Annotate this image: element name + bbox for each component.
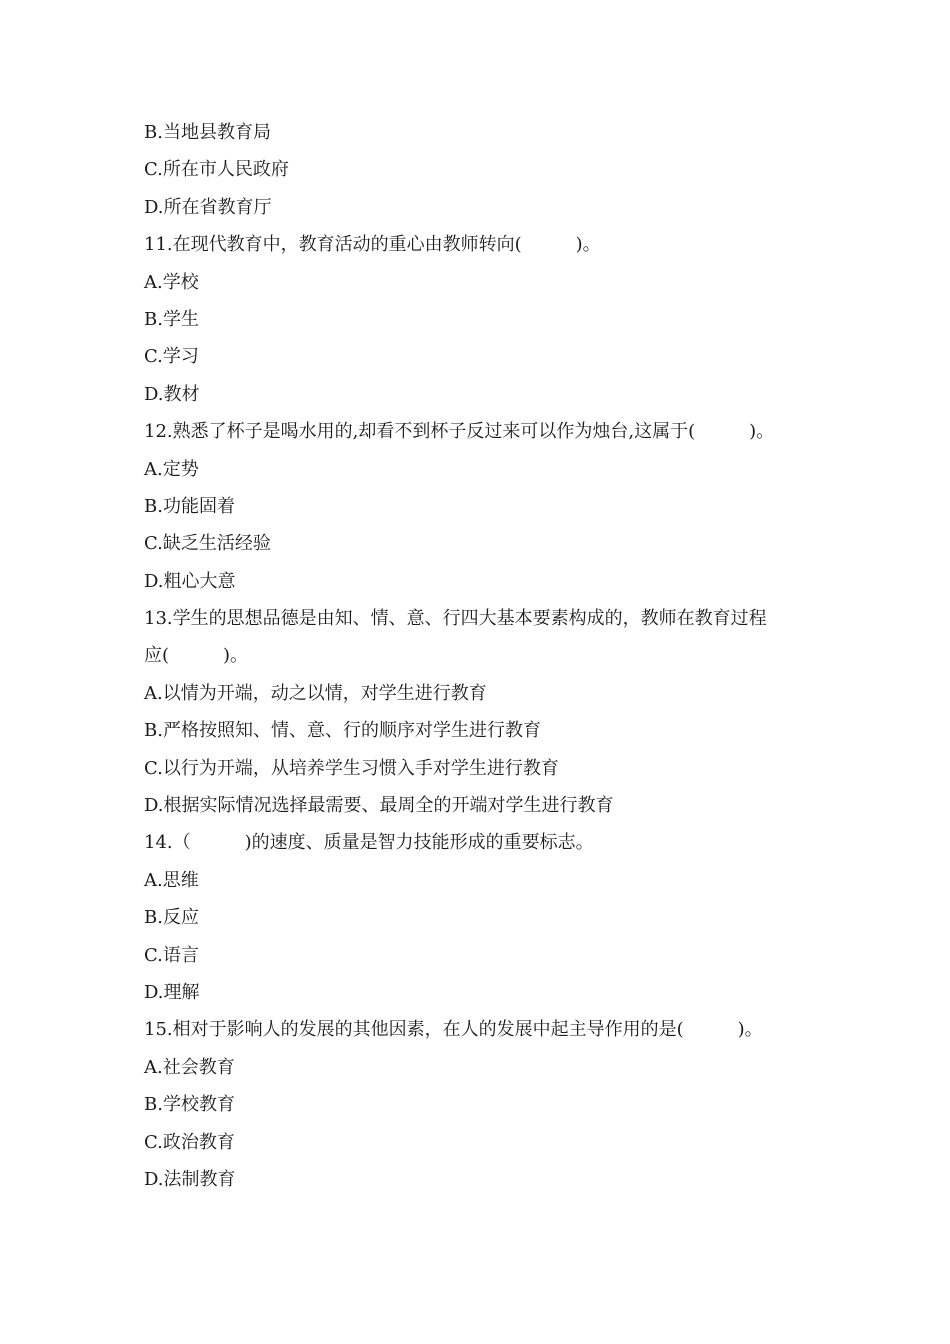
q14-option-a: A.思维 [144, 869, 199, 891]
q15-option-d: D.法制教育 [144, 1168, 236, 1190]
q12-option-d: D.粗心大意 [144, 570, 236, 592]
q10-option-b: B.当地县教育局 [144, 122, 271, 143]
q13-option-d: D.根据实际情况选择最需要、最周全的开端对学生进行教育 [144, 795, 614, 817]
q15-option-b: B.学校教育 [144, 1094, 235, 1116]
q14-option-c: C.语言 [144, 944, 199, 966]
q11-option-c: C.学习 [144, 346, 199, 368]
q15-stem: 15.相对于影响人的发展的其他因素，在人的发展中起主导作用的是( )。 [144, 1019, 763, 1041]
q10-option-d: D.所在省教育厅 [144, 196, 272, 218]
q12-option-c: C.缺乏生活经验 [144, 533, 271, 555]
q13-option-a: A.以情为开端，动之以情，对学生进行教育 [144, 682, 487, 704]
q13-stem-line1: 13.学生的思想品德是由知、情、意、行四大基本要素构成的，教师在教育过程 [144, 608, 767, 630]
q12-stem: 12.熟悉了杯子是喝水用的,却看不到杯子反过来可以作为烛台,这属于( )。 [144, 421, 775, 443]
q13-stem-line2: 应( )。 [144, 645, 249, 667]
q15-option-c: C.政治教育 [144, 1131, 235, 1153]
q11-option-a: A.学校 [144, 271, 199, 293]
q11-option-b: B.学生 [144, 308, 199, 330]
question-text-block [144, 114, 824, 1198]
q13-option-b: B.严格按照知、情、意、行的顺序对学生进行教育 [144, 720, 541, 742]
q11-option-d: D.教材 [144, 383, 200, 405]
q14-option-d: D.理解 [144, 981, 200, 1003]
q10-option-c: C.所在市人民政府 [144, 159, 289, 181]
q14-stem: 14.（ )的速度、质量是智力技能形成的重要标志。 [144, 832, 594, 854]
q12-option-a: A.定势 [144, 458, 199, 480]
q11-stem: 11.在现代教育中，教育活动的重心由教师转向( )。 [144, 234, 601, 256]
q15-option-a: A.社会教育 [144, 1056, 235, 1078]
q12-option-b: B.功能固着 [144, 495, 235, 517]
q14-option-b: B.反应 [144, 907, 199, 929]
q13-option-c: C.以行为开端，从培养学生习惯入手对学生进行教育 [144, 757, 559, 779]
